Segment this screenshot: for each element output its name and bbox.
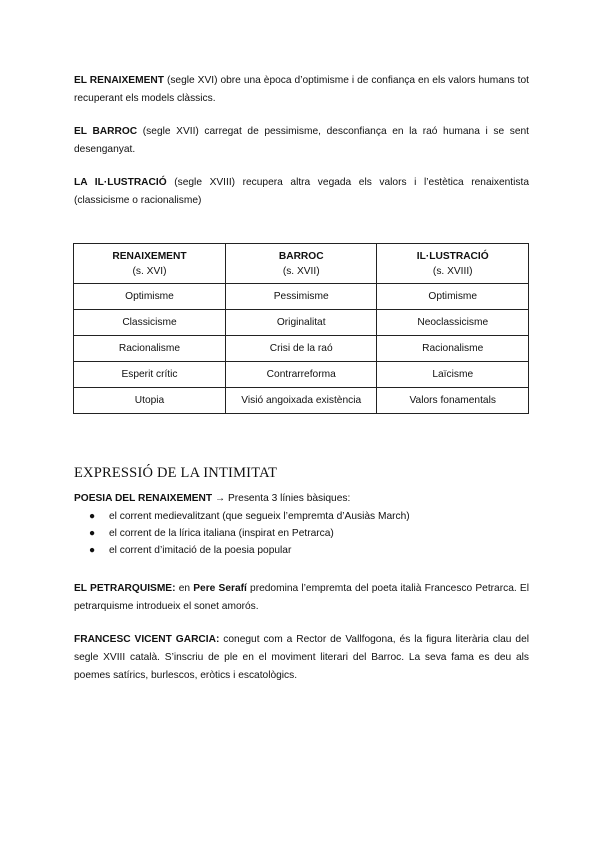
garcia-paragraph [74,631,529,685]
table-row [74,336,529,362]
table-cell: Racionalisme [377,336,529,362]
petrarquisme-paragraph [74,580,529,616]
poesia-text: Presenta 3 línies bàsiques: [225,493,351,504]
renaixement-paragraph [74,72,529,108]
comparison-table [73,243,529,414]
table-cell: Pessimisme [225,284,377,310]
table-row [74,388,529,414]
header-title: RENAIXEMENT [112,250,187,262]
barroc-paragraph [74,123,529,159]
petrarquisme-pre: en [175,583,194,594]
header-renaixement [74,244,226,284]
bullet-icon: ● [89,545,96,556]
table-cell: Laïcisme [377,362,529,388]
list-item [74,526,410,543]
table-cell: Visió angoixada existència [225,388,377,414]
table-row [74,284,529,310]
table-cell: Neoclassicisme [377,310,529,336]
header-title: BARROC [278,250,324,262]
section-heading: EXPRESSIÓ DE LA INTIMITAT [74,465,278,481]
header-sub: (s. XVII) [282,265,320,277]
garcia-term: FRANCESC VICENT GARCIA: [74,634,220,645]
list-item-text: el corrent medievalitzant (que segueix l’empremta d’Ausiàs March) [109,511,410,522]
illustracio-paragraph [74,174,529,210]
header-title: IL·LUSTRACIÓ [416,250,489,262]
table-cell: Utopia [74,388,226,414]
table-cell: Optimisme [377,284,529,310]
table-row [74,362,529,388]
table-cell: Racionalisme [74,336,226,362]
list-item-text: el corrent d’imitació de la poesia popular [109,545,292,556]
petrarquisme-text: predomina l’empremta del poeta italià Francesco Petrarca. El petrarquisme introdueix el sonet amorós. [74,583,529,612]
illustracio-term: LA IL·LUSTRACIÓ [74,177,167,188]
poesia-label: POESIA DEL RENAIXEMENT [74,493,213,504]
petrarquisme-term: EL PETRARQUISME: [74,583,176,594]
list-item-text: el corrent de la lírica italiana (inspirat en Petrarca) [109,528,334,539]
barroc-text: (segle XVII) carregat de pessimisme, desconfiança en la raó humana i se sent desenganyat. [74,126,529,155]
header-sub: (s. XVI) [132,265,167,277]
garcia-text: conegut com a Rector de Vallfogona, és la figura literària clau del segle XVIII català. S’inscriu de ple en el moviment literari del Barroc. La seva fama es deu als poemes satírics, burlescos, eròtics i escatològics. [74,634,529,681]
table-cell: Valors fonamentals [377,388,529,414]
renaixement-text: (segle XVI) obre una època d’optimisme i de confiança en els valors humans tot recuperant els models clàssics. [74,75,529,104]
table-header-row [74,244,529,284]
illustracio-text: (segle XVIII) recupera altra vegada els valors i l’estètica renaixentista (classicisme o racionalisme) [74,177,529,206]
bullet-icon: ● [89,511,96,522]
table-cell: Originalitat [225,310,377,336]
arrow-icon: → [214,493,226,504]
list-item [74,543,410,560]
list-item [74,509,410,526]
header-barroc [225,244,377,284]
barroc-term: EL BARROC [74,126,138,137]
header-sub: (s. XVIII) [432,265,473,277]
lines-list [74,509,410,560]
renaixement-term: EL RENAIXEMENT [74,75,164,86]
table-cell: Esperit crític [74,362,226,388]
bullet-icon: ● [89,528,96,539]
table-cell: Optimisme [74,284,226,310]
poesia-line [74,491,350,506]
table-cell: Classicisme [74,310,226,336]
header-illustracio [377,244,529,284]
table-cell: Crisi de la raó [225,336,377,362]
petrarquisme-name: Pere Serafí [193,583,247,594]
table-cell: Contrarreforma [225,362,377,388]
table-row [74,310,529,336]
